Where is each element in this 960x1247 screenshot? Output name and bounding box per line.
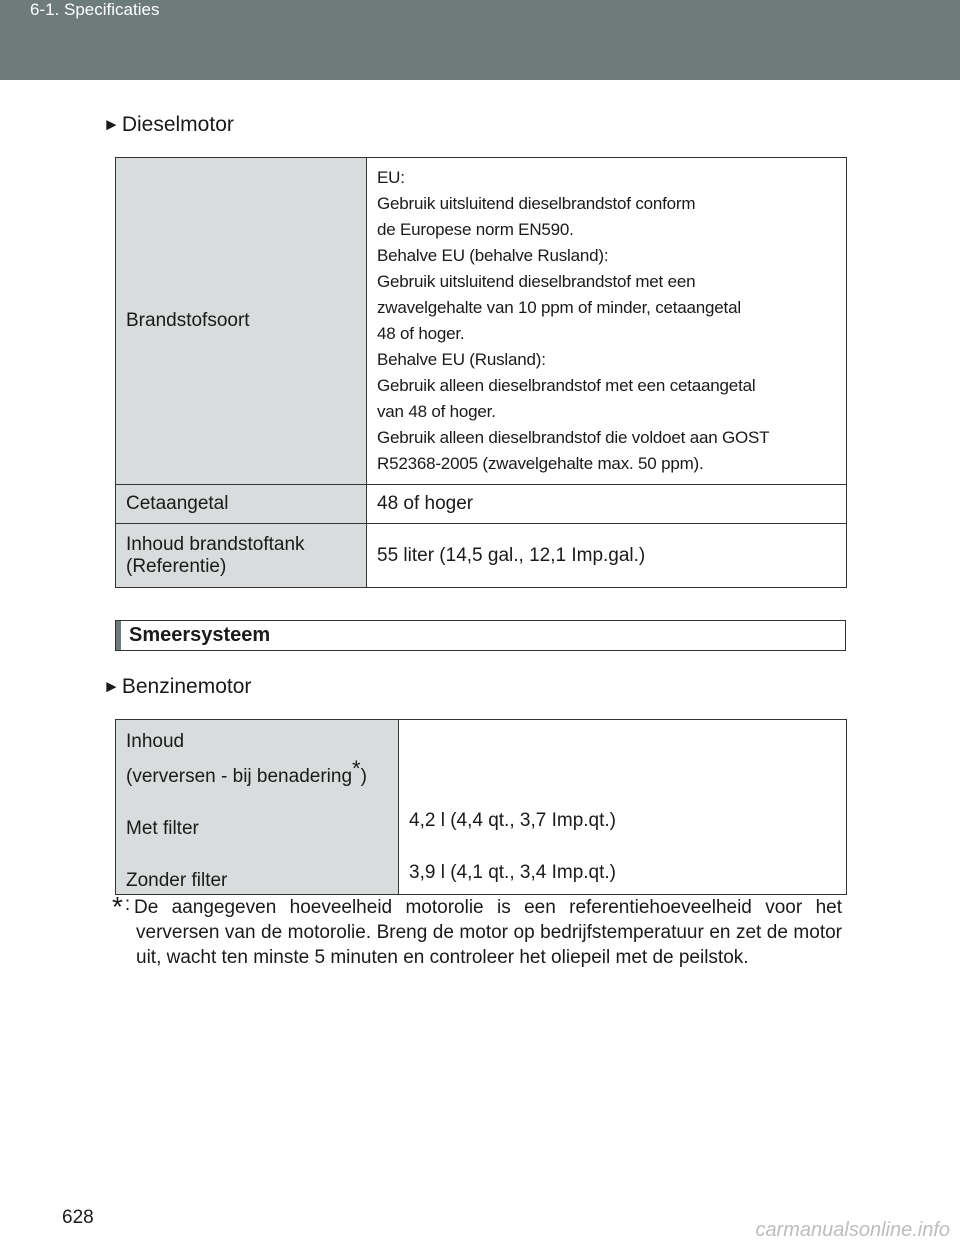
tank-label-line: Inhoud brandstoftank	[126, 533, 305, 555]
petrol-heading-text: Benzinemotor	[121, 675, 252, 698]
capacity-sub-label	[126, 755, 388, 790]
footnote	[112, 891, 842, 970]
with-filter-label: Met filter	[126, 818, 199, 839]
fuel-line: Gebruik alleen dieselbrandstof die voldoet aan GOST	[377, 428, 770, 447]
footnote-marker-block	[112, 891, 131, 922]
fuel-line: EU:	[377, 168, 405, 187]
diesel-heading	[103, 113, 234, 137]
fuel-line: Gebruik uitsluitend dieselbrandstof conform	[377, 194, 696, 213]
diesel-spec-table	[115, 157, 847, 588]
fuel-line: Gebruik uitsluitend dieselbrandstof met een	[377, 272, 696, 291]
tank-label-line: (Referentie)	[126, 555, 227, 577]
without-filter-label: Zonder filter	[126, 870, 228, 891]
fuel-line: 48 of hoger.	[377, 324, 465, 343]
spacer	[409, 782, 836, 807]
fuel-line: zwavelgehalte van 10 ppm of minder, cetaangetal	[377, 298, 741, 317]
tank-capacity-label	[116, 524, 367, 588]
petrol-heading	[103, 675, 251, 699]
oil-capacity-values	[399, 720, 847, 895]
fuel-line: Behalve EU (behalve Rusland):	[377, 246, 609, 265]
footnote-text: De aangegeven hoeveelheid motorolie is een referentiehoeveelheid voor het verversen van de motorolie. Breng de motor op bedrijfstemperatuur en zet de motor uit, wacht ten minste 5 minuten en controleer het oliepeil met de peilstok.	[134, 897, 842, 968]
footnote-marker: *	[352, 756, 361, 781]
fuel-type-label: Brandstofsoort	[116, 158, 367, 485]
fuel-type-value	[367, 158, 847, 485]
capacity-sub-text: (verversen - bij benadering	[126, 766, 353, 787]
cetane-value: 48 of hoger	[367, 485, 847, 524]
diesel-heading-text: Dieselmotor	[121, 113, 234, 136]
with-filter-value: 4,2 l (4,4 qt., 3,7 Imp.qt.)	[409, 810, 616, 831]
table-row	[116, 158, 847, 485]
table-row	[116, 524, 847, 588]
oil-capacity-table	[115, 719, 847, 895]
spacer	[409, 728, 836, 782]
fuel-line: de Europese norm EN590.	[377, 220, 574, 239]
page-header	[0, 0, 960, 80]
tank-capacity-value: 55 liter (14,5 gal., 12,1 Imp.gal.)	[367, 524, 847, 588]
spacer	[126, 842, 388, 867]
watermark: carmanualsonline.info	[755, 1219, 950, 1241]
lubrication-title: Smeersysteem	[129, 624, 271, 646]
spacer	[409, 834, 836, 859]
fuel-line: R52368-2005 (zwavelgehalte max. 50 ppm).	[377, 454, 704, 473]
table-row	[116, 720, 847, 895]
page-number: 628	[62, 1207, 94, 1228]
triangle-right-icon: ►	[103, 115, 120, 134]
spacer	[126, 790, 388, 815]
triangle-right-icon: ►	[103, 677, 120, 696]
fuel-line: Gebruik alleen dieselbrandstof met een cetaangetal	[377, 376, 756, 395]
table-row	[116, 485, 847, 524]
capacity-label: Inhoud	[126, 731, 185, 752]
oil-capacity-labels	[116, 720, 399, 895]
section-title: 6-1. Specificaties	[30, 0, 160, 19]
fuel-line: Behalve EU (Rusland):	[377, 350, 546, 369]
band-accent	[116, 621, 121, 650]
without-filter-value: 3,9 l (4,1 qt., 3,4 Imp.qt.)	[409, 862, 616, 883]
paren: )	[360, 766, 367, 787]
fuel-line: van 48 of hoger.	[377, 402, 496, 421]
footnote-colon: :	[124, 894, 131, 915]
cetane-label: Cetaangetal	[116, 485, 367, 524]
footnote-star: *	[112, 891, 123, 922]
lubrication-section-band	[115, 620, 846, 651]
